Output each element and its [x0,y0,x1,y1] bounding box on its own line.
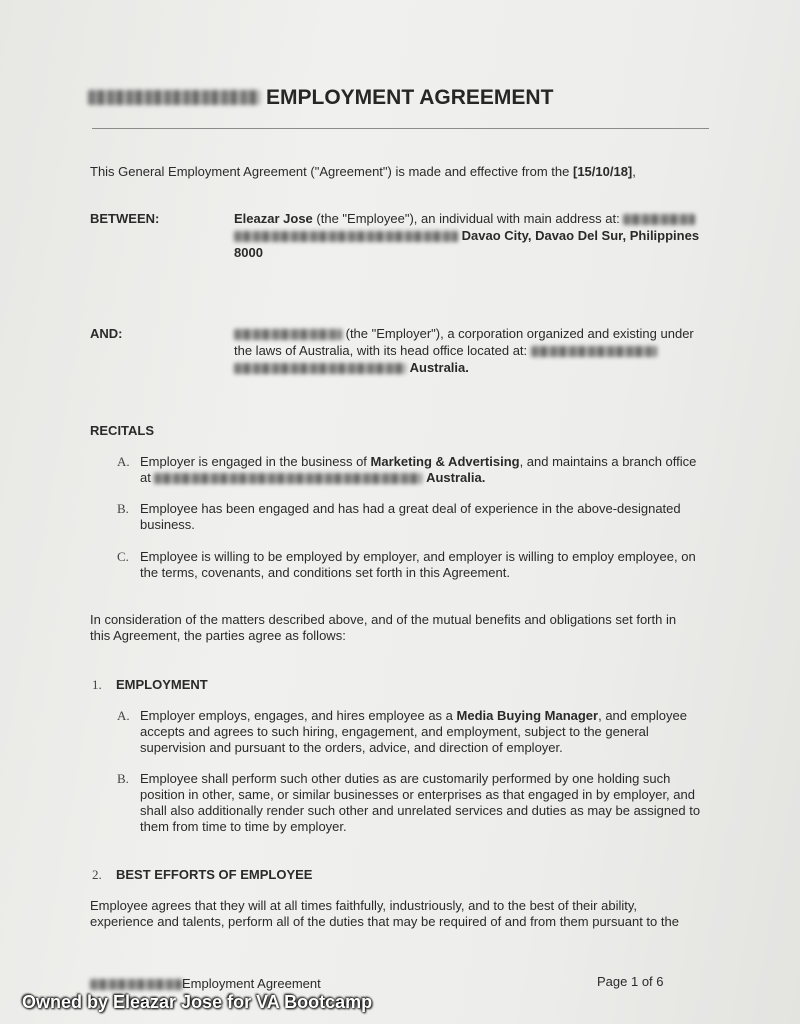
intro-paragraph: This General Employment Agreement ("Agreement") is made and effective from the [15/10/18], [90,164,636,179]
consideration-paragraph: In consideration of the matters described above, and of the mutual benefits and obligations set forth in this Agreement, the parties agree as follows: [90,612,677,643]
section-1b-number: B. [117,771,129,786]
effective-date: [15/10/18] [573,164,633,179]
section-2-heading: BEST EFFORTS OF EMPLOYEE [116,867,313,882]
recital-b-number: B. [117,501,129,516]
employee-name: Eleazar Jose [234,211,313,226]
title-divider [92,128,709,129]
section-1-number: 1. [92,677,102,692]
section-1a: Employer employs, engages, and hires employee as a Media Buying Manager, and employee accepts and agrees to such hiring, engagement, and employment, subject to the general supervision and pursuant to the orders, advice, and direction of employer. [140,708,687,755]
recital-c-number: C. [117,549,129,564]
recital-a: Employer is engaged in the business of Marketing & Advertising, and maintains a branch office at Australia. [140,454,697,485]
recital-b: Employee has been engaged and has had a great deal of experience in the above-designated business. [140,501,681,532]
watermark: Owned by Eleazar Jose for VA Bootcamp [22,992,373,1012]
and-party: (the "Employer"), a corporation organized and existing under the laws of Australia, with its head office located at: Australia. [234,326,694,375]
job-title: Media Buying Manager [456,708,599,723]
between-label: BETWEEN: [90,211,160,226]
recital-a-number: A. [117,454,130,469]
and-label: AND: [90,326,123,341]
redacted-address [531,346,657,357]
postcode: 8000 [234,245,263,260]
recital-c: Employee is willing to be employed by employer, and employer is willing to employ employee, on the terms, covenants, and conditions set forth in this Agreement. [140,549,696,580]
section-1b: Employee shall perform such other duties as are customarily performed by one holding such position in other, same, or similar businesses or enterprises as that engaged in by employer, and shall also additionally render such other and unrelated services and duties as may be assigned to them from time to time by employer. [140,771,701,834]
redacted-address [623,214,695,225]
section-2-paragraph: Employee agrees that they will at all times faithfully, industriously, and to the best of their ability, experience and talents, perform all of the duties that may be required of and from them pursuant to the [90,898,679,929]
redacted-address [234,363,406,374]
redacted-address [154,473,422,484]
section-2-number: 2. [92,867,102,882]
between-party: Eleazar Jose (the "Employee"), an individual with main address at: Davao City, Davao Del Sur, Philippines 8000 [234,211,700,260]
page-number: Page 1 of 6 [597,974,664,989]
footer-document-name: Employment Agreement [90,976,321,991]
section-1a-number: A. [117,708,130,723]
redacted-employer-name [234,329,342,340]
redacted-company-name [88,90,260,105]
redacted-address [234,231,458,242]
redacted-company-name [90,979,182,990]
recitals-heading: RECITALS [90,423,155,438]
section-1-heading: EMPLOYMENT [116,677,208,692]
document-title: EMPLOYMENT AGREEMENT [88,86,553,110]
